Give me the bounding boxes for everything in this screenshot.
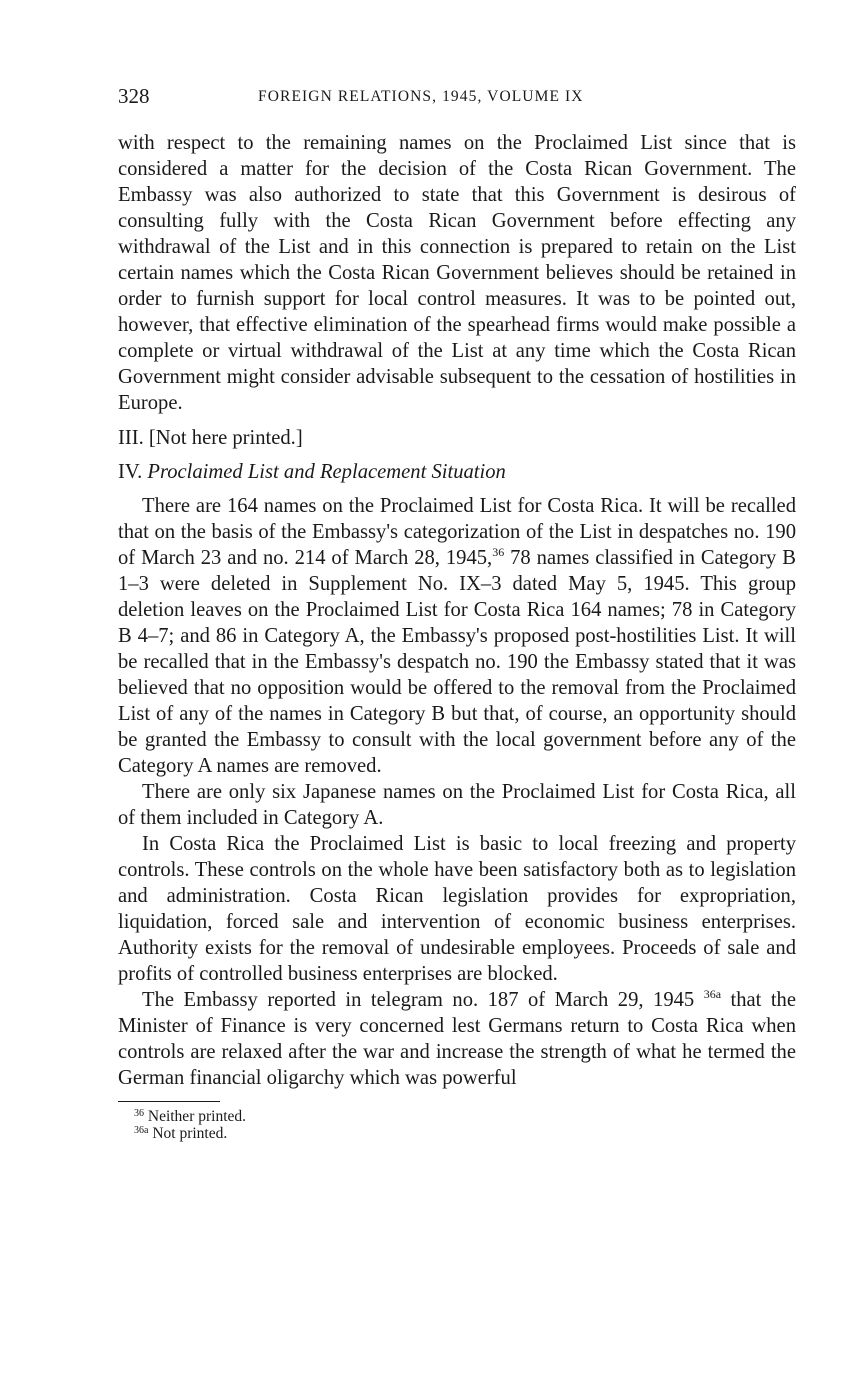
section-heading-iii: III. [Not here printed.]: [118, 427, 303, 449]
paragraph-continuation: with respect to the remaining names on the Proclaimed List since that is considered a matter for the decision of the Costa Rican Government. The Embassy was also authorized to state that this Government is desirous of consulting fully with the Costa Rican Government before effecting any withdrawal of the List and in this connection is prepared to retain on the List certain names which the Costa Rican Government believes should be retained in order to furnish support for local control measures. It was to be pointed out, however, that effective elimination of the spearhead firms would make possible a complete or virtual withdrawal of the List at any time which the Costa Rican Government might consider advisable subsequent to the cessation of hostilities in Europe.: [118, 132, 796, 414]
paragraph-proclaimed-list: [118, 493, 796, 779]
paragraph-telegram: [118, 987, 796, 1091]
paragraph-text: The Embassy reported in telegram no. 187 of March 29, 1945: [142, 989, 704, 1011]
section-title: Proclaimed List and Replacement Situation: [147, 461, 506, 483]
page-number: 328: [118, 84, 150, 108]
footnote: [118, 1125, 796, 1142]
footnote: [118, 1108, 796, 1125]
footnote-divider: [118, 1101, 220, 1102]
paragraph-text: that the Minister of Finance is very concerned lest Germans return to Costa Rica when controls are relaxed after the war and increase the strength of what he termed the German financial oligarchy which was powerful: [118, 989, 796, 1089]
section-number: IV.: [118, 461, 143, 483]
running-head: [118, 84, 796, 116]
footnote-text: Not printed.: [152, 1125, 228, 1142]
paragraph-controls: In Costa Rica the Proclaimed List is basic to local freezing and property controls. These controls on the whole have been satisfactory both as to legislation and administration. Costa Rican legislation provides for expropriation, liquidation, forced sale and intervention of economic business enterprises. Authority exists for the removal of undesirable employees. Proceeds of sale and profits of controlled business enterprises are blocked.: [118, 833, 796, 985]
section-heading-iv: [118, 459, 796, 485]
footnote-reference: 36a: [703, 987, 722, 1001]
paragraph-text: 78 names classified in Category B 1–3 were deleted in Supplement No. IX–3 dated May 5, 1945. This group deletion leaves on the Proclaimed List for Costa Rica 164 names; 78 in Category B 4–7; and 86 in Category A, the Embassy's proposed post-hostilities List. It will be recalled that in the Embassy's despatch no. 190 the Embassy stated that it was believed that no opposition would be offered to the removal from the Proclaimed List of any of the names in Category B but that, of course, an opportunity should be granted the Embassy to consult with the local government before any of the Category A names are removed.: [118, 547, 796, 777]
paragraph-japanese-names: There are only six Japanese names on the Proclaimed List for Costa Rica, all of them included in Category A.: [118, 781, 796, 829]
footnote-marker: 36a: [134, 1125, 149, 1136]
paragraph-text: There are 164 names on the Proclaimed List for Costa Rica. It will be recalled that on the basis of the Embassy's categorization of the List in despatches no. 190 of March 23 and no. 214 of March 28, 1945,: [118, 495, 796, 569]
body-text: [118, 130, 796, 1091]
footnote-reference: 36: [492, 545, 505, 559]
document-page: [118, 84, 796, 1142]
footnote-text: Neither printed.: [147, 1108, 247, 1125]
running-head-title: FOREIGN RELATIONS, 1945, VOLUME IX: [258, 88, 584, 105]
footnote-marker: 36: [134, 1108, 144, 1119]
footnotes: [118, 1108, 796, 1142]
